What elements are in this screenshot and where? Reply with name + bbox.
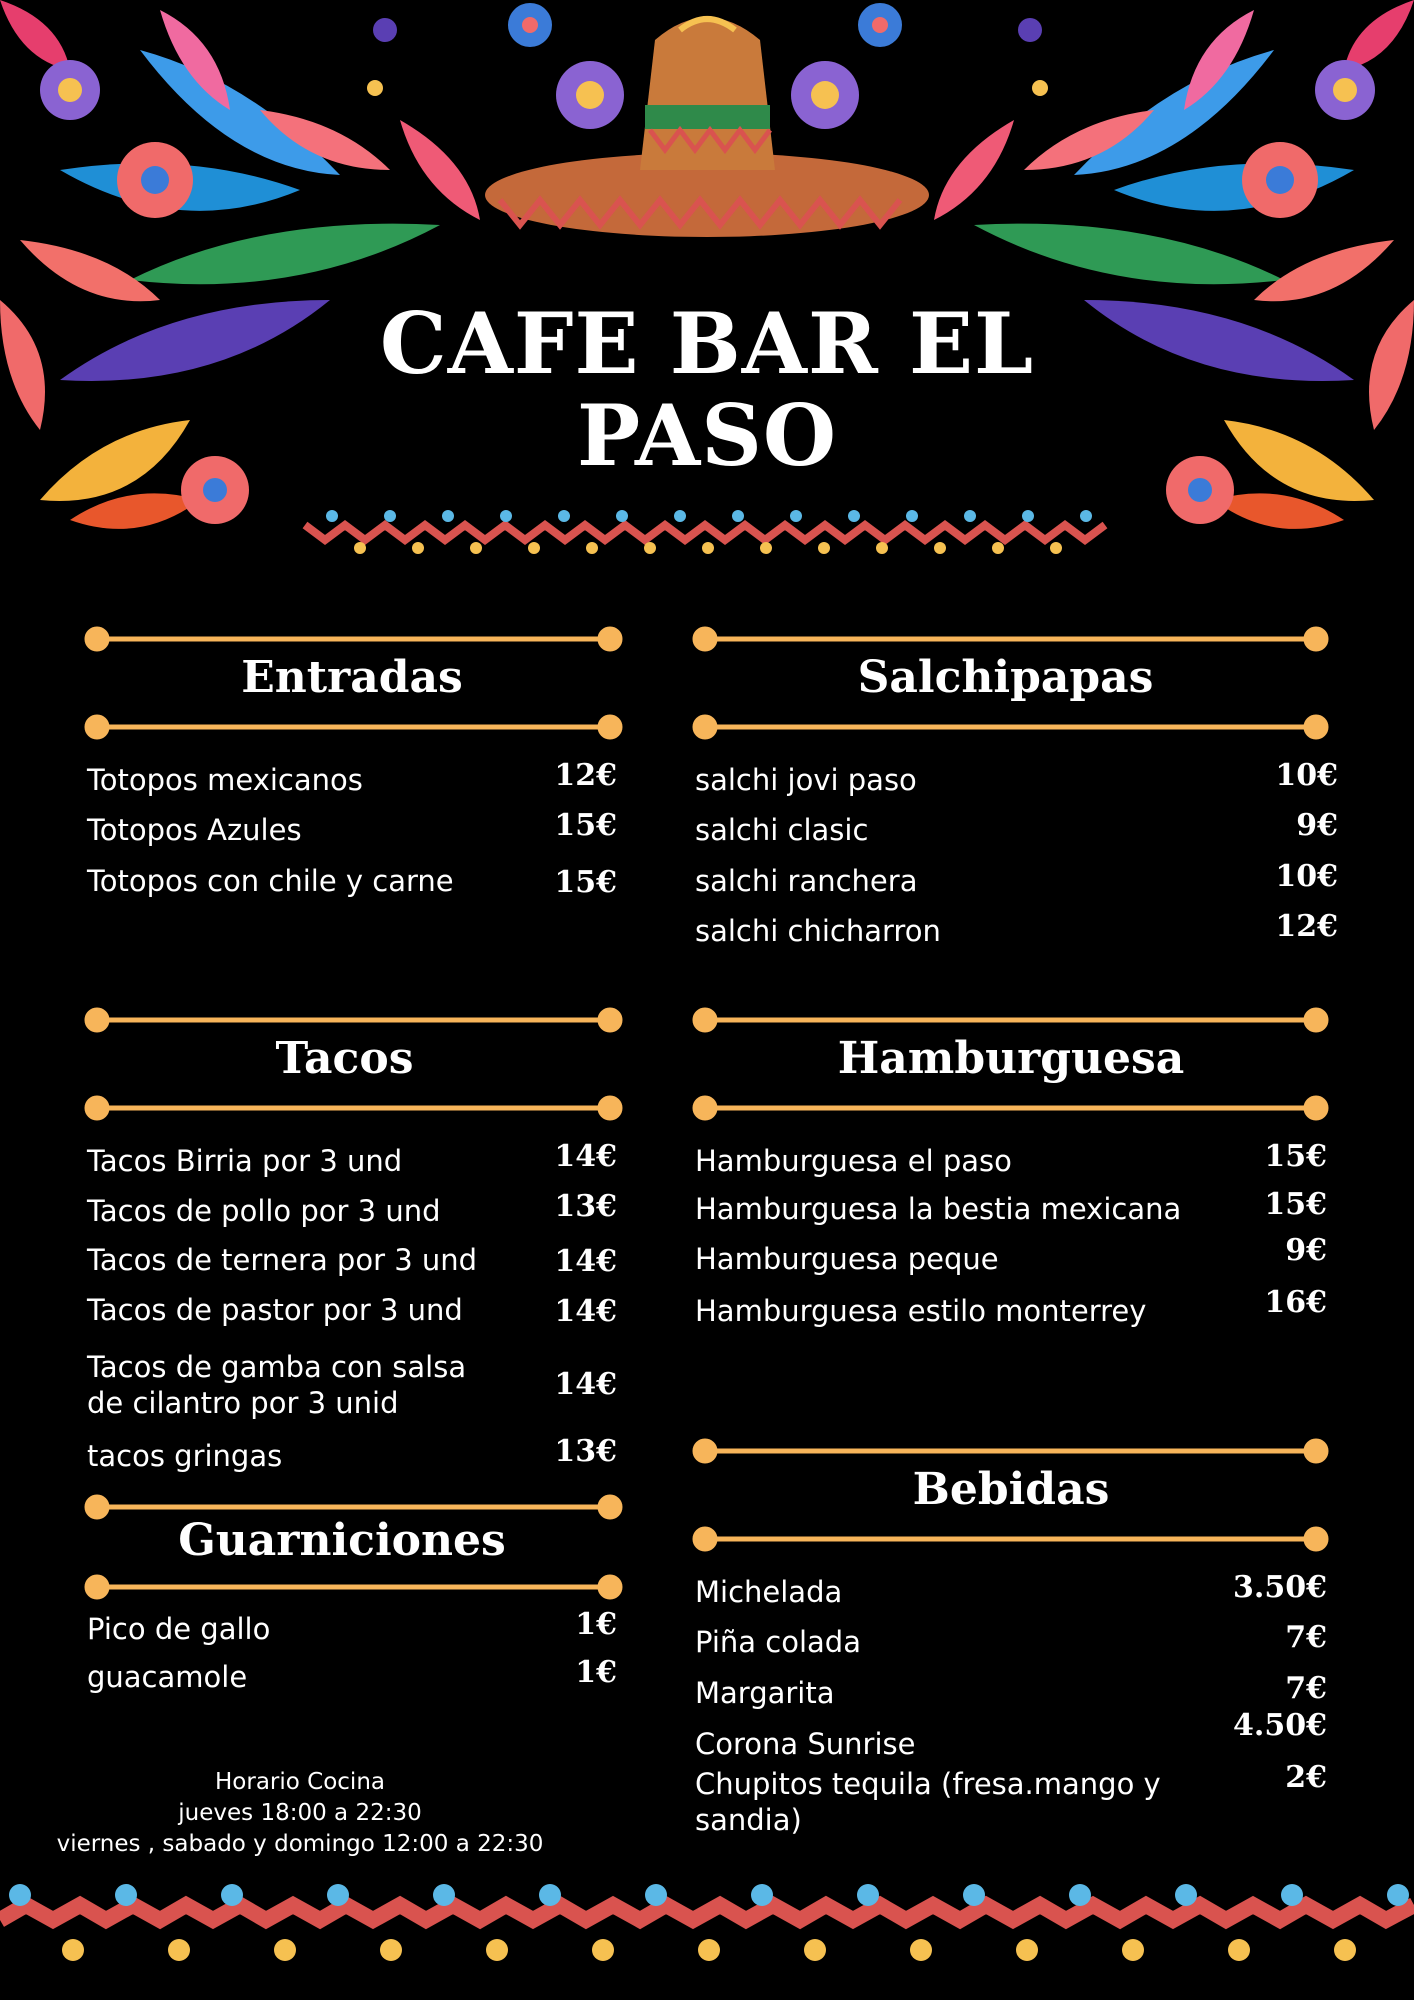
section-title: Tacos xyxy=(275,1033,414,1084)
item-name: Piña colada xyxy=(695,1625,861,1659)
menu-item xyxy=(87,1139,617,1191)
item-price: 7€ xyxy=(1285,1671,1327,1706)
item-name: Tacos de pollo por 3 und xyxy=(87,1194,441,1228)
item-name-line1: Chupitos tequila (fresa.mango y xyxy=(695,1767,1161,1801)
menu-item xyxy=(87,1349,617,1421)
menu-item xyxy=(87,863,617,911)
kitchen-hours-thursday: jueves 18:00 a 22:30 xyxy=(178,1800,422,1826)
item-name: salchi ranchera xyxy=(695,864,918,898)
section-tacos xyxy=(87,1031,617,1491)
item-name: Hamburguesa la bestia mexicana xyxy=(695,1192,1182,1226)
menu-item xyxy=(87,1189,617,1241)
section-bebidas xyxy=(695,1462,1327,1842)
section-title: Salchipapas xyxy=(857,652,1154,703)
item-name-line1: Tacos de gamba con salsa xyxy=(87,1350,467,1384)
section-title: Entradas xyxy=(241,652,463,703)
item-price: 1€ xyxy=(575,1607,617,1642)
item-price: 12€ xyxy=(1275,909,1338,944)
menu-item xyxy=(695,1570,1327,1622)
item-price: 14€ xyxy=(554,1294,617,1329)
menu-item xyxy=(695,859,1338,911)
section-title: Guarniciones xyxy=(178,1515,506,1566)
item-price: 10€ xyxy=(1275,859,1338,894)
sombrero-icon xyxy=(485,18,929,238)
item-name-line2: de cilantro por 3 unid xyxy=(87,1386,399,1420)
item-price: 13€ xyxy=(554,1434,617,1469)
menu-item xyxy=(695,758,1338,810)
item-price: 3.50€ xyxy=(1233,1570,1327,1605)
menu-item xyxy=(695,1139,1327,1191)
section-title: Bebidas xyxy=(912,1464,1110,1515)
item-name: Tacos de ternera por 3 und xyxy=(87,1243,478,1277)
item-price: 15€ xyxy=(554,808,617,843)
item-name: Tacos Birria por 3 und xyxy=(87,1144,403,1178)
section-hamburguesa xyxy=(695,1031,1327,1351)
menu-item xyxy=(87,1434,617,1486)
menu-item xyxy=(87,1242,617,1290)
item-name: Totopos Azules xyxy=(87,813,302,847)
kitchen-hours-weekend: viernes , sabado y domingo 12:00 a 22:30 xyxy=(56,1831,544,1857)
menu-item xyxy=(87,1292,617,1340)
item-price: 13€ xyxy=(554,1189,617,1224)
item-price: 12€ xyxy=(554,758,617,793)
item-price: 10€ xyxy=(1275,758,1338,793)
item-price: 4.50€ xyxy=(1233,1708,1327,1743)
menu-item xyxy=(87,1655,617,1707)
menu-item xyxy=(87,808,617,860)
item-price: 15€ xyxy=(554,865,617,900)
item-name: salchi jovi paso xyxy=(695,763,917,797)
item-name: guacamole xyxy=(87,1660,248,1694)
section-guarniciones xyxy=(87,1513,617,1713)
item-price: 15€ xyxy=(1264,1187,1327,1222)
item-name: tacos gringas xyxy=(87,1439,283,1473)
item-name: Tacos de pastor por 3 und xyxy=(87,1293,463,1327)
item-name: Hamburguesa estilo monterrey xyxy=(695,1294,1147,1328)
item-name: salchi clasic xyxy=(695,813,869,847)
menu-item xyxy=(695,808,1338,860)
menu-item xyxy=(695,1760,1327,1838)
menu-item xyxy=(695,1285,1327,1341)
restaurant-name-line2: PASO xyxy=(576,386,838,485)
section-title: Hamburguesa xyxy=(837,1033,1185,1084)
menu-item xyxy=(695,909,1338,961)
item-name: Hamburguesa el paso xyxy=(695,1144,1012,1178)
item-price: 9€ xyxy=(1285,1233,1327,1268)
item-name: Pico de gallo xyxy=(87,1612,271,1646)
item-name: Michelada xyxy=(695,1575,843,1609)
item-name: Margarita xyxy=(695,1676,835,1710)
item-price: 14€ xyxy=(554,1139,617,1174)
item-name: Corona Sunrise xyxy=(695,1727,916,1761)
item-price: 16€ xyxy=(1264,1285,1327,1320)
item-price: 14€ xyxy=(554,1367,617,1402)
item-price: 2€ xyxy=(1285,1760,1327,1795)
item-price: 15€ xyxy=(1264,1139,1327,1174)
item-name: Totopos con chile y carne xyxy=(87,864,454,898)
footer-zigzag-border xyxy=(0,1884,1414,1961)
menu-item xyxy=(87,1607,617,1659)
menu-item xyxy=(695,1620,1327,1672)
header-zigzag-divider xyxy=(305,510,1105,554)
item-name: Hamburguesa peque xyxy=(695,1242,999,1276)
item-price: 1€ xyxy=(575,1655,617,1690)
item-name: salchi chicharron xyxy=(695,914,941,948)
section-salchipapas xyxy=(695,650,1338,970)
item-price: 14€ xyxy=(554,1244,617,1279)
item-price: 9€ xyxy=(1296,808,1338,843)
restaurant-name-line1: CAFE BAR EL xyxy=(379,294,1035,393)
item-price: 7€ xyxy=(1285,1620,1327,1655)
item-name: Totopos mexicanos xyxy=(87,763,363,797)
menu-item xyxy=(695,1233,1327,1289)
menu-item xyxy=(695,1187,1327,1239)
kitchen-hours-title: Horario Cocina xyxy=(215,1769,385,1795)
menu-item xyxy=(87,758,617,810)
item-name-line2: sandia) xyxy=(695,1803,802,1837)
section-entradas xyxy=(87,650,617,910)
